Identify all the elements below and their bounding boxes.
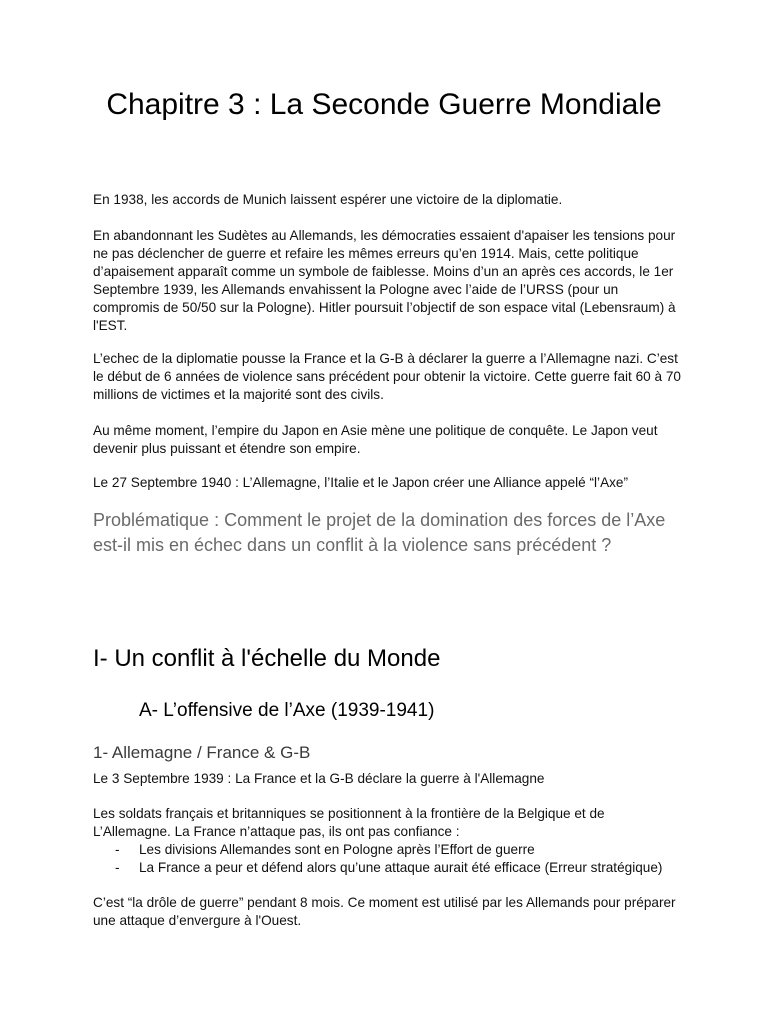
bullet-marker: - xyxy=(115,842,120,857)
intro-paragraph-3: L’echec de la diplomatie pousse la France et la G-B à déclarer la guerre a l’Allemagne nazi. C’est le début de 6 années de violence sans précédent pour obtenir la victoire. Cette guerre fait 60 à 70 millions de victimes et la majorité sont des civils. xyxy=(93,351,681,402)
intro-paragraph-2: En abandonnant les Sudètes au Allemands, les démocraties essaient d'apaiser les tensions pour ne pas déclencher de guerre et refaire les mêmes erreurs qu’en 1914. Mais, cette politique d’apaisement apparaît comme un symbole de faiblesse. Moins d’un an après ces accords, le 1er Septembre 1939, les Allemands envahissent la Pologne avec l’aide de l’URSS (pour un compromis de 50/50 sur la Pologne). Hitler poursuit l’objectif de son espace vital (Lebensraum) à l'EST. xyxy=(93,228,676,333)
intro-paragraph-1: En 1938, les accords de Munich laissent espérer une victoire de la diplomatie. xyxy=(93,192,563,207)
section-paragraph-1: Le 3 Septembre 1939 : La France et la G-B déclare la guerre à l'Allemagne xyxy=(93,771,545,786)
bullet-marker: - xyxy=(115,860,120,875)
intro-paragraph-5: Le 27 Septembre 1940 : L’Allemagne, l’Italie et le Japon créer une Alliance appelé “l’Axe” xyxy=(93,475,629,490)
subsection-heading: A- L’offensive de l’Axe (1939-1941) xyxy=(139,700,435,721)
bullet-list xyxy=(93,841,683,877)
section-heading: I- Un conflit à l'échelle du Monde xyxy=(93,645,441,672)
intro-paragraph-4: Au même moment, l’empire du Japon en Asie mène une politique de conquête. Le Japon veut devenir plus puissant et étendre son empire. xyxy=(93,423,658,456)
list-item xyxy=(93,859,683,877)
list-item xyxy=(93,841,683,859)
closing-paragraph: C’est “la drôle de guerre” pendant 8 mois. Ce moment est utilisé par les Allemands pour préparer une attaque d’envergure à l'Ouest. xyxy=(93,895,676,928)
subsubsection-heading: 1- Allemagne / France & G-B xyxy=(93,743,311,762)
section-paragraph-2: Les soldats français et britanniques se positionnent à la frontière de la Belgique et de L’Allemagne. La France n’attaque pas, ils ont pas confiance : xyxy=(93,806,605,839)
problematique: Problématique : Comment le projet de la domination des forces de l’Axe est-il mis en échec dans un conflit à la violence sans précédent ? xyxy=(93,510,666,555)
list-item-text: La France a peur et défend alors qu’une attaque aurait été efficace (Erreur stratégique) xyxy=(139,860,663,875)
page-title: Chapitre 3 : La Seconde Guerre Mondiale xyxy=(106,88,662,121)
list-item-text: Les divisions Allemandes sont en Pologne après l’Effort de guerre xyxy=(139,842,535,857)
